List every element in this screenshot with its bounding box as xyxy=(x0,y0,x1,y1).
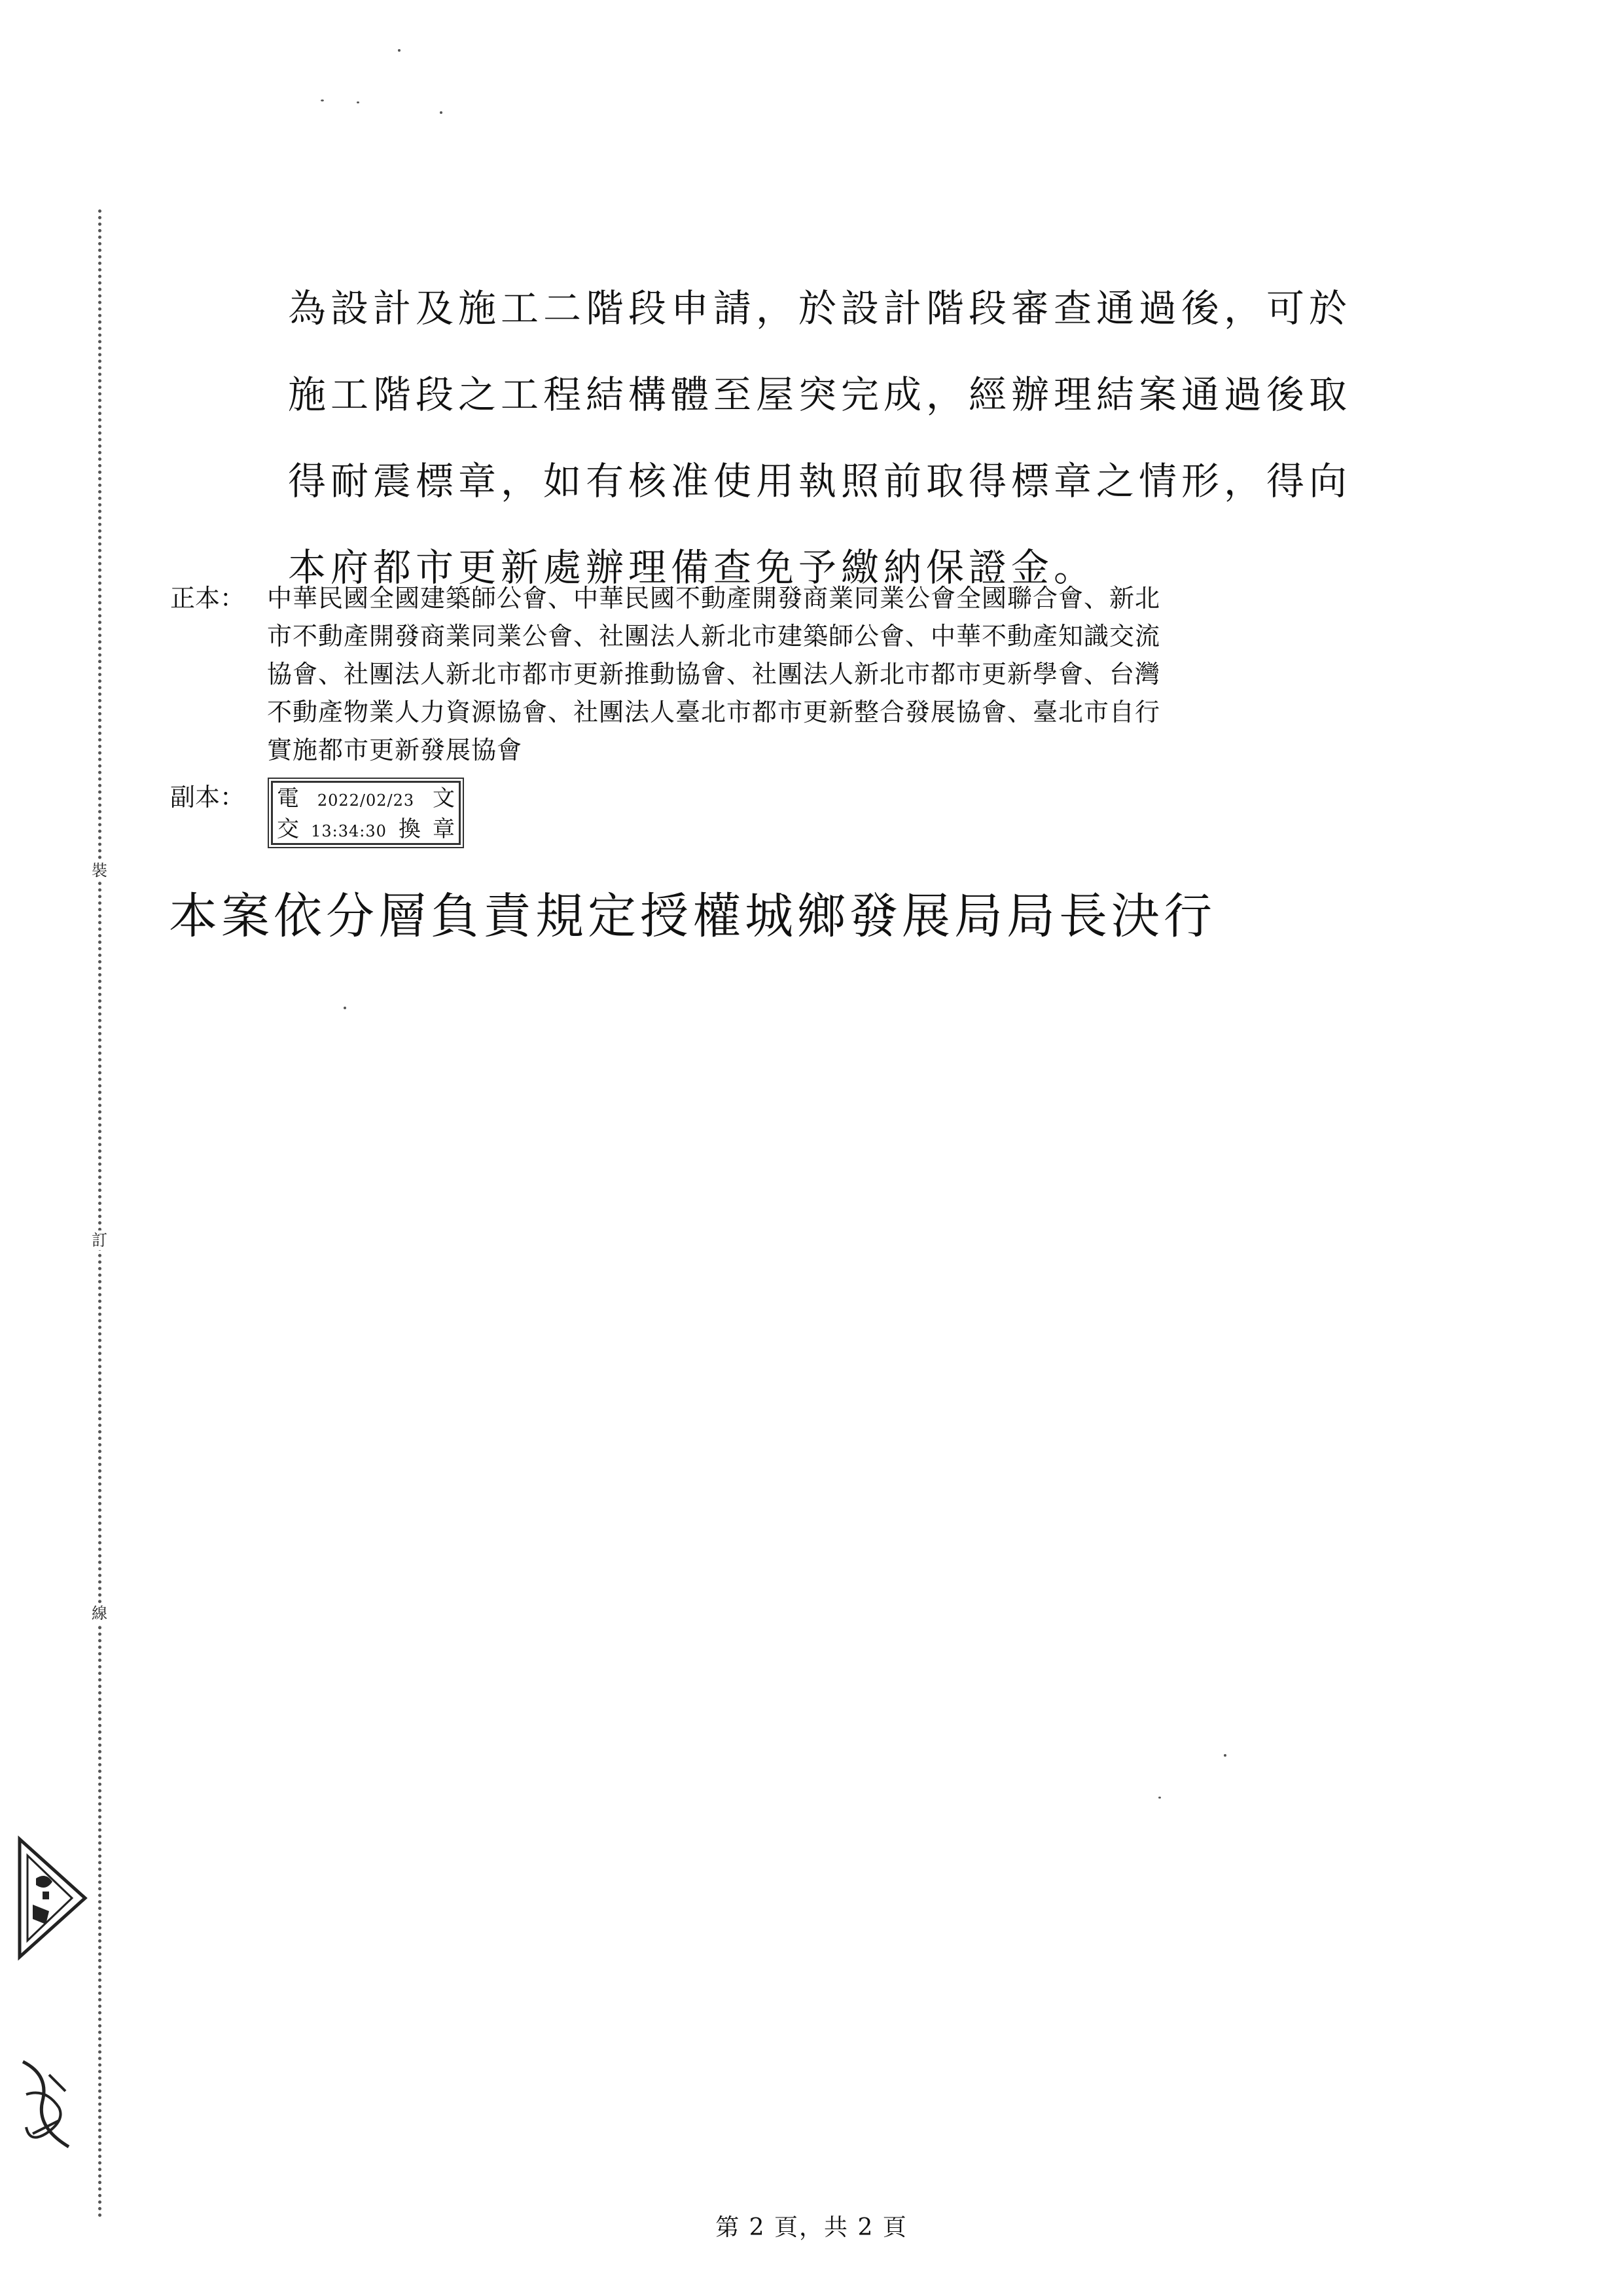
recipient-line: 協會、社團法人新北市都市更新推動協會、社團法人新北市都市更新學會、台灣 xyxy=(267,660,1161,689)
body-paragraph xyxy=(288,265,1361,611)
copy-label: 副本： xyxy=(170,783,245,812)
original-recipients xyxy=(170,579,1400,769)
stamp-char: 文 xyxy=(432,785,455,812)
stamp-char: 章 xyxy=(432,816,455,842)
original-recipient-list xyxy=(267,579,1400,769)
binding-char-zhuang: 裝 xyxy=(84,861,115,880)
stamp-time: 13:34:30 xyxy=(311,822,387,840)
signature-seal-icon xyxy=(13,2049,85,2173)
scan-speck xyxy=(440,111,442,114)
scan-speck xyxy=(321,99,324,101)
recipient-line: 不動產物業人力資源協會、社團法人臺北市都市更新整合發展協會、臺北市自行 xyxy=(267,698,1161,726)
scan-speck xyxy=(344,1007,346,1009)
paragraph-line: 本府都市更新處辦理備查免予繳納保證金。 xyxy=(288,545,1097,590)
scan-speck xyxy=(1158,1797,1161,1799)
electronic-exchange-stamp xyxy=(271,781,461,845)
paragraph-line: 得耐震標章，如有核准使用執照前取得標章之情形，得向 xyxy=(288,459,1352,503)
stamp-char: 換 xyxy=(398,816,421,842)
stamp-date: 2022/02/23 xyxy=(317,791,415,810)
paragraph-line: 施工階段之工程結構體至屋突完成，經辦理結案通過後取 xyxy=(288,372,1352,417)
recipient-line: 中華民國全國建築師公會、中華民國不動產開發商業同業公會全國聯合會、新北 xyxy=(267,584,1161,613)
decision-authority-text: 本案依分層負責規定授權城鄉發展局局長決行 xyxy=(169,888,1216,944)
binding-char-ding: 訂 xyxy=(84,1230,115,1250)
page-number: 第 2 頁，共 2 頁 xyxy=(715,2214,908,2241)
recipient-line: 實施都市更新發展協會 xyxy=(267,736,523,764)
scan-speck xyxy=(1224,1754,1226,1757)
recipients-block xyxy=(170,579,1400,845)
copy-recipients xyxy=(170,778,1400,845)
original-label: 正本： xyxy=(170,584,245,613)
recipient-line: 市不動產開發商業同業公會、社團法人新北市建築師公會、中華不動產知識交流 xyxy=(267,622,1161,651)
stamp-char: 電 xyxy=(277,785,299,812)
paragraph-line: 為設計及施工二階段申請，於設計階段審查通過後，可於 xyxy=(288,286,1352,331)
official-seal-icon xyxy=(13,1826,92,1970)
scan-speck xyxy=(357,101,359,103)
binding-dotted-line xyxy=(98,209,101,2219)
scan-speck xyxy=(398,49,401,52)
stamp-char: 交 xyxy=(277,816,299,842)
binding-char-xian: 線 xyxy=(84,1604,115,1623)
